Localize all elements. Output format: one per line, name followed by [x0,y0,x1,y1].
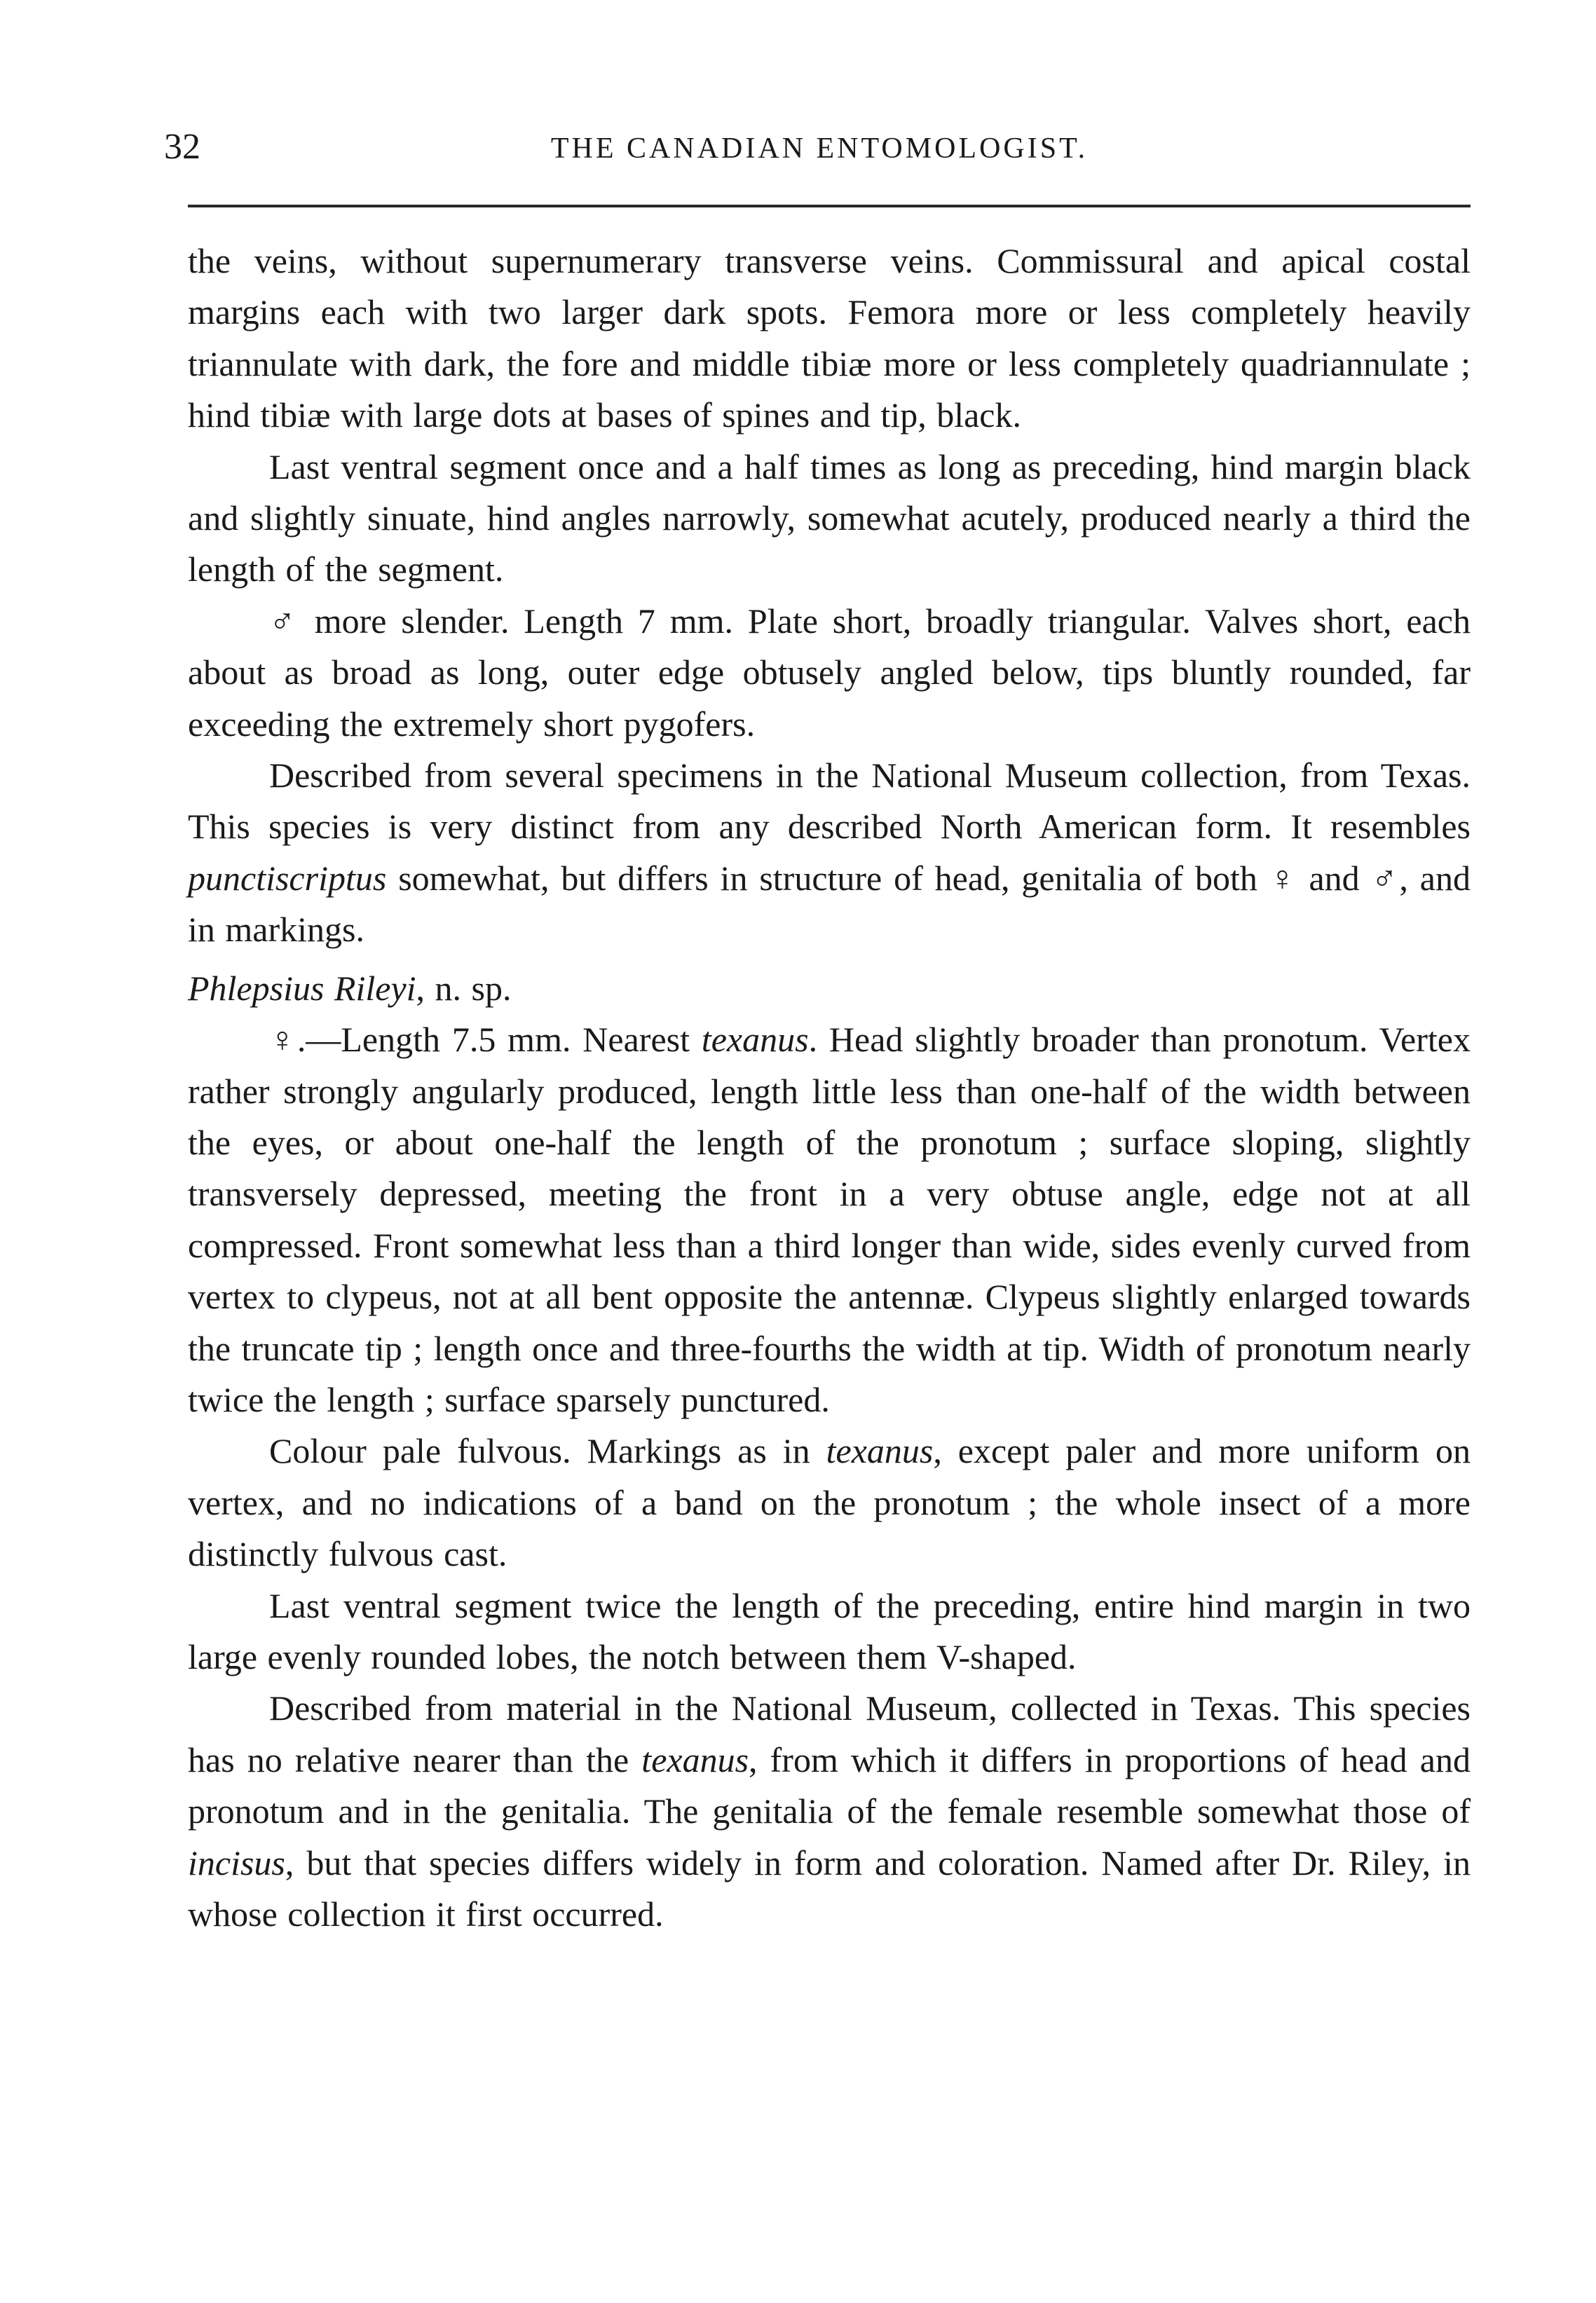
text-run: , n. sp. [416,968,512,1008]
text-run: Described from material in the National Museum, collected in Texas. This species has no relative nearer than the [188,1688,1471,1779]
italic-term: texanus [701,1020,809,1060]
text-run: Last ventral segment twice the length of the preceding, entire hind margin in two large evenly rounded lobes, the notch between them V-shaped. [188,1585,1471,1676]
page-header [164,126,1475,175]
text-run: , but that species differs widely in form and coloration. Named after Dr. Riley, in whose collection it first occurred. [188,1843,1471,1934]
italic-term: punctiscriptus [188,858,387,898]
text-run: , from which it differs in proportions of head and pronotum and in the genitalia. The genitalia of the female resemble somewhat those of [188,1740,1471,1831]
italic-term: texanus [641,1740,749,1779]
text-run: . Head slightly broader than pronotum. Vertex rather strongly angularly produced, length little less than one-half of the width between the eyes, or about one-half the length of the pronotum ; surface sloping, slightly transversely depressed, meeting the front in a very obtuse angle, edge not at all compressed. Front somewhat less than a third longer than wide, sides evenly curved from vertex to clypeus, not at all bent opposite the antennæ. Clypeus slightly enlarged towards the truncate tip ; length once and three-fourths the width at tip. Width of pronotum nearly twice the length ; surface sparsely punctured. [188,1020,1471,1419]
species-heading [188,963,1471,1014]
paragraph [188,1426,1471,1580]
running-title: THE CANADIAN ENTOMOLOGIST. [550,132,1089,165]
text-run: ♀.—Length 7.5 mm. Nearest [269,1020,702,1060]
paragraph [188,442,1471,596]
text-run: the veins, without supernumerary transverse veins. Commissural and apical costal margins each with two larger dark spots. Femora more or less completely heavily triannulate with dark, the fore and middle tibiæ more or less completely quadriannulate ; hind tibiæ with large dots at bases of spines and tip, black. [188,241,1471,435]
text-run: Colour pale fulvous. Markings as in [269,1431,826,1471]
paragraph [188,750,1471,956]
header-rule [188,205,1471,207]
text-run: Described from several specimens in the National Museum collection, from Texas. This species is very distinct from any described North American form. It resembles [188,756,1471,847]
paragraph [188,235,1471,442]
italic-term: incisus [188,1843,285,1882]
body-text [188,235,1471,1940]
paragraph [188,1580,1471,1683]
page-number: 32 [164,127,200,167]
paragraph [188,1683,1471,1940]
text-run: ♂ more slender. Length 7 mm. Plate short, broadly triangular. Valves short, each about as broad as long, outer edge obtusely angled below, tips bluntly rounded, far exceeding the extremely short pygofers. [188,601,1471,744]
text-run: , except paler and more uniform on vertex, and no indications of a band on the pronotum ; the whole insect of a more distinctly fulvous cast. [188,1431,1471,1574]
italic-term: texanus [826,1431,934,1471]
paragraph [188,1014,1471,1426]
text-run: somewhat, but differs in structure of head, genitalia of both ♀ and ♂, and in markings. [188,858,1471,950]
paragraph [188,596,1471,750]
text-run: Last ventral segment once and a half times as long as preceding, hind margin black and slightly sinuate, hind angles narrowly, somewhat acutely, produced nearly a third the length of the segment. [188,446,1471,589]
italic-term: Phlepsius Rileyi [188,968,416,1008]
